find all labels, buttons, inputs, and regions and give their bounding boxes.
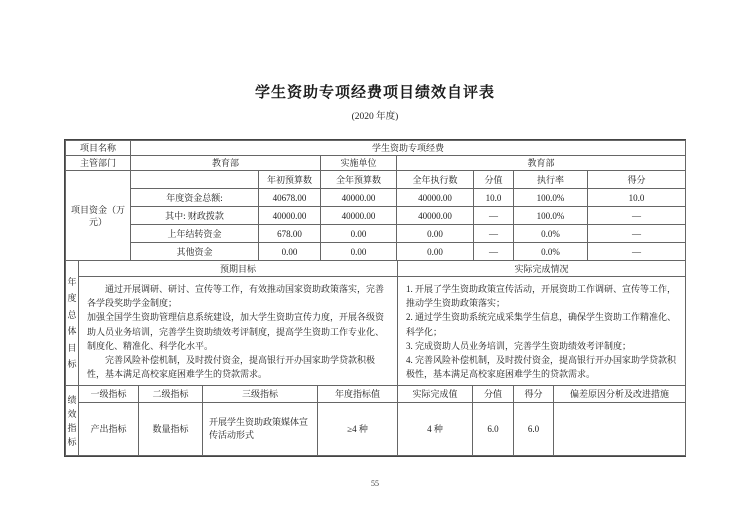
- indicator-actual-cell: 4 种: [398, 403, 473, 456]
- page-subtitle: (2020 年度): [351, 112, 399, 122]
- project-name-label-cell: 项目名称: [66, 141, 131, 156]
- budget-header-empty-cell: [131, 171, 259, 189]
- dept-label-cell: 主管部门: [66, 156, 131, 171]
- project-info-budget-section: [65, 140, 686, 261]
- project-name-row: [66, 141, 686, 156]
- indicator-deviation-cell: [554, 403, 686, 456]
- actual-completion-item: 1. 开展了学生资助政策宣传活动，开展资助工作调研、宣传等工作，推动学生资助政策落实；: [406, 284, 677, 309]
- budget-cell: —: [588, 207, 686, 225]
- budget-cell: 40000.00: [397, 189, 474, 207]
- dept-value-cell: 教育部: [131, 156, 321, 171]
- budget-header-cell: 全年执行数: [397, 171, 474, 189]
- budget-header-cell: 全年预算数: [321, 171, 397, 189]
- budget-header-row: [66, 171, 686, 189]
- actual-completion-header-cell: 实际完成情况: [398, 261, 686, 277]
- actual-completion-item: 3. 完成资助人员业务培训，完善学生资助绩效考评制度；: [406, 340, 632, 351]
- budget-cell: —: [588, 225, 686, 243]
- budget-cell: 678.00: [259, 225, 321, 243]
- budget-row-label: 其他资金: [131, 243, 259, 261]
- budget-cell: 10.0: [474, 189, 514, 207]
- budget-cell: 0.0%: [514, 243, 588, 261]
- self-evaluation-table: [64, 139, 686, 457]
- budget-cell: 40000.00: [259, 207, 321, 225]
- budget-row-label: 上年结转资金: [131, 225, 259, 243]
- impl-unit-label-cell: 实施单位: [321, 156, 397, 171]
- expected-goal-paragraph: 完善风险补偿机制，及时拨付资金，提高银行开办国家助学贷款积极性，基本满足高校家庭困难学生的贷款需求。: [87, 355, 376, 380]
- department-row: [66, 156, 686, 171]
- budget-header-cell: 分值: [474, 171, 514, 189]
- budget-section-label-cell: 项目资金（万元）: [66, 171, 131, 261]
- budget-cell: 0.00: [397, 243, 474, 261]
- indicator-header-cell: 年度指标值: [318, 386, 398, 403]
- expected-goals-header-cell: 预期目标: [79, 261, 398, 277]
- budget-cell: 0.00: [321, 243, 397, 261]
- indicator-header-cell: 三级指标: [203, 386, 318, 403]
- goals-side-label: 年度总体目标: [67, 276, 77, 370]
- budget-header-cell: 执行率: [514, 171, 588, 189]
- indicator-header-cell: 一级指标: [79, 386, 139, 403]
- indicators-side-label: 绩效指标: [67, 394, 77, 447]
- expected-goals-text-cell: [79, 277, 398, 386]
- indicator-level3-cell: 开展学生资助政策媒体宣传活动形式: [203, 403, 318, 456]
- project-name-value-cell: 学生资助专项经费: [131, 141, 686, 156]
- indicator-target-cell: ≥4 种: [318, 403, 398, 456]
- performance-indicators-section: [65, 385, 686, 456]
- indicator-level2-cell: 数量指标: [139, 403, 203, 456]
- goals-body-row: [66, 277, 686, 386]
- indicator-score-value-cell: 6.0: [473, 403, 514, 456]
- expected-goal-paragraph: 通过开展调研、研讨、宣传等工作，有效推动国家资助政策落实，完善各学段奖助学金制度；: [87, 284, 385, 309]
- budget-row-carryover: [66, 225, 686, 243]
- impl-unit-value-cell: 教育部: [397, 156, 686, 171]
- indicator-header-cell: 二级指标: [139, 386, 203, 403]
- budget-row-label: 年度资金总额:: [131, 189, 259, 207]
- budget-cell: 100.0%: [514, 207, 588, 225]
- annual-goals-section: [65, 260, 686, 386]
- indicator-score-cell: 6.0: [514, 403, 554, 456]
- budget-cell: 0.00: [259, 243, 321, 261]
- page-number: 55: [371, 479, 379, 489]
- budget-row-label: 其中: 财政拨款: [131, 207, 259, 225]
- budget-cell: 100.0%: [514, 189, 588, 207]
- budget-cell: —: [588, 243, 686, 261]
- indicator-header-cell: 偏差原因分析及改进措施: [554, 386, 686, 403]
- budget-cell: 10.0: [588, 189, 686, 207]
- budget-header-cell: 年初预算数: [259, 171, 321, 189]
- budget-cell: 40678.00: [259, 189, 321, 207]
- indicator-header-cell: 分值: [473, 386, 514, 403]
- indicators-side-label-cell: [66, 386, 79, 456]
- goals-header-row: [66, 261, 686, 277]
- budget-cell: 0.00: [321, 225, 397, 243]
- budget-cell: 40000.00: [321, 189, 397, 207]
- goals-side-label-cell: [66, 261, 79, 386]
- indicator-level1-cell: 产出指标: [79, 403, 139, 456]
- indicator-header-cell: 实际完成值: [398, 386, 473, 403]
- page-title: 学生资助专项经费项目绩效自评表: [254, 85, 495, 101]
- actual-completion-item: 4. 完善风险补偿机制，及时拨付资金，提高银行开办国家助学贷款积极性，基本满足高校家庭困难学生的贷款需求。: [406, 355, 677, 380]
- budget-cell: —: [474, 207, 514, 225]
- indicator-header-cell: 得分: [514, 386, 554, 403]
- actual-completion-item: 2. 通过学生资助系统完成采集学生信息，确保学生资助工作精准化、科学化；: [406, 312, 677, 337]
- budget-cell: 0.00: [397, 225, 474, 243]
- indicator-data-row: [66, 403, 686, 456]
- budget-row-fiscal: [66, 207, 686, 225]
- budget-row-other: [66, 243, 686, 261]
- budget-cell: 40000.00: [397, 207, 474, 225]
- expected-goal-paragraph: 加强全国学生资助管理信息系统建设，加大学生资助宣传力度，开展各级资助人员业务培训，完善学生资助绩效考评制度，提高学生资助工作专业化、制度化、精准化、科学化水平。: [87, 312, 385, 351]
- budget-cell: 0.0%: [514, 225, 588, 243]
- indicators-header-row: [66, 386, 686, 403]
- actual-completion-text-cell: [398, 277, 686, 386]
- budget-cell: —: [474, 243, 514, 261]
- budget-header-cell: 得分: [588, 171, 686, 189]
- budget-row-total: [66, 189, 686, 207]
- budget-cell: —: [474, 225, 514, 243]
- budget-cell: 40000.00: [321, 207, 397, 225]
